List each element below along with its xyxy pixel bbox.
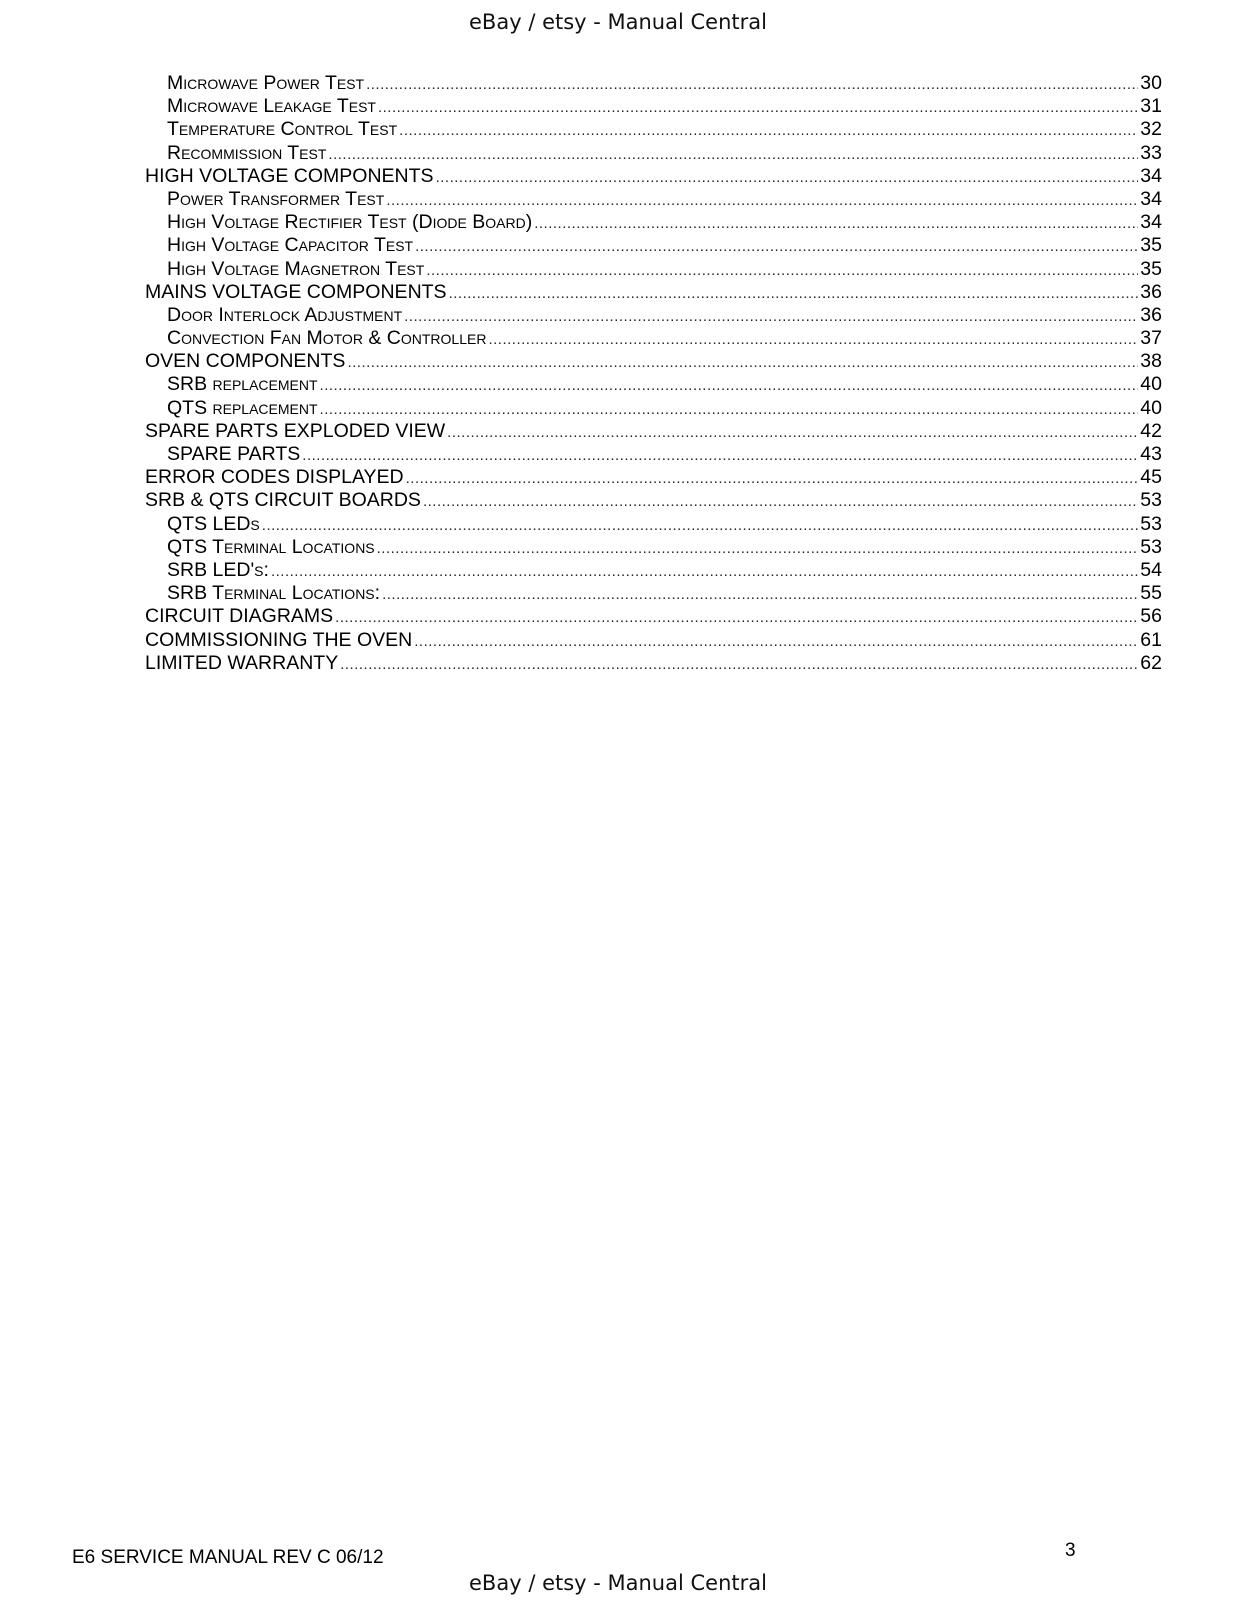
toc-entry[interactable] [145,536,1162,559]
toc-entry-page: 53 [1140,489,1162,512]
toc-entry-title: SPARE PARTS EXPLODED VIEW [145,419,446,442]
toc-dot-leader [340,653,1138,676]
toc-entry-page: 43 [1140,443,1162,465]
toc-entry[interactable] [145,258,1162,281]
toc-entry-page: 35 [1140,257,1162,280]
toc-dot-leader [415,235,1138,258]
toc-entry-title: Recommission Test [167,141,327,164]
toc-entry-page: 33 [1140,141,1162,164]
toc-entry[interactable] [145,373,1162,396]
toc-dot-leader [366,73,1138,96]
toc-entry[interactable] [145,188,1162,211]
toc-dot-leader [447,421,1138,444]
toc-entry-page: 32 [1140,118,1162,141]
toc-entry[interactable] [145,605,1162,628]
toc-entry-title: Power Transformer Test [167,187,385,210]
toc-dot-leader [414,630,1138,653]
toc-entry-title: Microwave Power Test [167,72,365,94]
toc-entry-page: 31 [1140,95,1162,118]
toc-dot-leader [406,467,1139,490]
toc-entry-page: 30 [1140,72,1162,94]
toc-entry[interactable] [145,466,1162,489]
toc-entry[interactable] [145,95,1162,118]
toc-entry[interactable] [145,652,1162,675]
toc-entry-title: HIGH VOLTAGE COMPONENTS [145,164,434,187]
toc-dot-leader [382,583,1138,606]
toc-dot-leader [320,398,1139,421]
toc-entry-page: 34 [1140,211,1162,234]
toc-entry[interactable] [145,420,1162,443]
toc-entry-page: 56 [1140,605,1162,628]
toc-entry[interactable] [145,489,1162,512]
toc-entry-page: 34 [1140,187,1162,210]
toc-entry-title: Door Interlock Adjustment [167,303,403,326]
toc-entry-page: 53 [1140,535,1162,558]
toc-dot-leader [328,143,1138,166]
toc-entry-page: 53 [1140,512,1162,535]
toc-dot-leader [320,374,1139,397]
toc-entry-page: 34 [1140,164,1162,187]
toc-dot-leader [488,328,1138,351]
toc-entry-page: 35 [1140,234,1162,257]
toc-entry-page: 62 [1140,651,1162,674]
toc-entry[interactable] [145,142,1162,165]
toc-dot-leader [449,282,1139,305]
toc-dot-leader [423,490,1138,513]
toc-dot-leader [426,259,1138,282]
toc-entry-page: 61 [1140,628,1162,651]
toc-dot-leader [335,606,1138,629]
toc-entry-title: SRB Terminal Locations: [167,582,381,605]
table-of-contents [145,72,1162,675]
toc-dot-leader [377,537,1139,560]
toc-entry[interactable] [145,327,1162,350]
toc-entry-title: ERROR CODES DISPLAYED [145,466,404,489]
toc-dot-leader [262,514,1139,537]
toc-entry-title: CIRCUIT DIAGRAMS [145,605,334,628]
toc-entry-page: 36 [1140,303,1162,326]
toc-entry-title: MAINS VOLTAGE COMPONENTS [145,280,447,303]
toc-entry-title: High Voltage Magnetron Test [167,257,425,280]
toc-entry-page: 38 [1140,350,1162,373]
toc-dot-leader [386,189,1138,212]
toc-entry-page: 40 [1140,373,1162,396]
toc-entry-page: 36 [1140,280,1162,303]
footer-document-id: E6 SERVICE MANUAL REV C 06/12 [72,1547,384,1568]
toc-entry-title: High Voltage Capacitor Test [167,234,414,257]
toc-entry-title: Convection Fan Motor & Controller [167,327,487,350]
toc-entry-title: SRB replacement [167,373,318,396]
toc-dot-leader [404,305,1138,328]
toc-entry-page: 55 [1140,582,1162,605]
toc-entry[interactable] [145,443,1162,466]
toc-entry-title: High Voltage Rectifier Test (Diode Board) [167,211,533,234]
toc-dot-leader [302,444,1138,467]
toc-entry[interactable] [145,118,1162,141]
toc-entry-page: 37 [1140,327,1162,350]
toc-entry-title: SRB & QTS CIRCUIT BOARDS [145,489,421,512]
footer-watermark: eBay / etsy - Manual Central [469,1571,767,1595]
toc-entry-title: QTS Terminal Locations [167,535,375,558]
toc-entry-title: QTS replacement [167,396,318,419]
toc-entry[interactable] [145,165,1162,188]
toc-entry[interactable] [145,629,1162,652]
toc-entry-page: 40 [1140,396,1162,419]
toc-entry[interactable] [145,304,1162,327]
footer-page-number: 3 [1065,1540,1076,1561]
toc-entry-title: COMMISSIONING THE OVEN [145,628,413,651]
toc-entry[interactable] [145,281,1162,304]
toc-entry[interactable] [145,513,1162,536]
toc-dot-leader [347,351,1138,374]
toc-dot-leader [378,96,1138,119]
toc-entry[interactable] [145,582,1162,605]
toc-entry-title: QTS LEDs [167,512,260,535]
toc-entry[interactable] [145,72,1162,95]
toc-dot-leader [534,212,1138,235]
toc-dot-leader [436,166,1139,189]
toc-entry[interactable] [145,559,1162,582]
toc-entry-title: SRB LED's: [167,558,269,581]
toc-entry-title: Microwave Leakage Test [167,95,376,118]
toc-dot-leader [271,560,1138,583]
toc-entry-title: Temperature Control Test [167,118,398,141]
toc-entry-page: 54 [1140,558,1162,581]
toc-entry[interactable] [145,350,1162,373]
toc-entry-title: LIMITED WARRANTY [145,651,339,674]
toc-entry[interactable] [145,211,1162,234]
toc-dot-leader [399,119,1138,142]
toc-entry-title: SPARE PARTS [167,443,301,465]
toc-entry-title: OVEN COMPONENTS [145,350,346,373]
toc-entry-page: 42 [1140,419,1162,442]
toc-entry-page: 45 [1140,466,1162,489]
toc-entry[interactable] [145,234,1162,257]
toc-entry[interactable] [145,397,1162,420]
header-watermark: eBay / etsy - Manual Central [469,10,767,34]
